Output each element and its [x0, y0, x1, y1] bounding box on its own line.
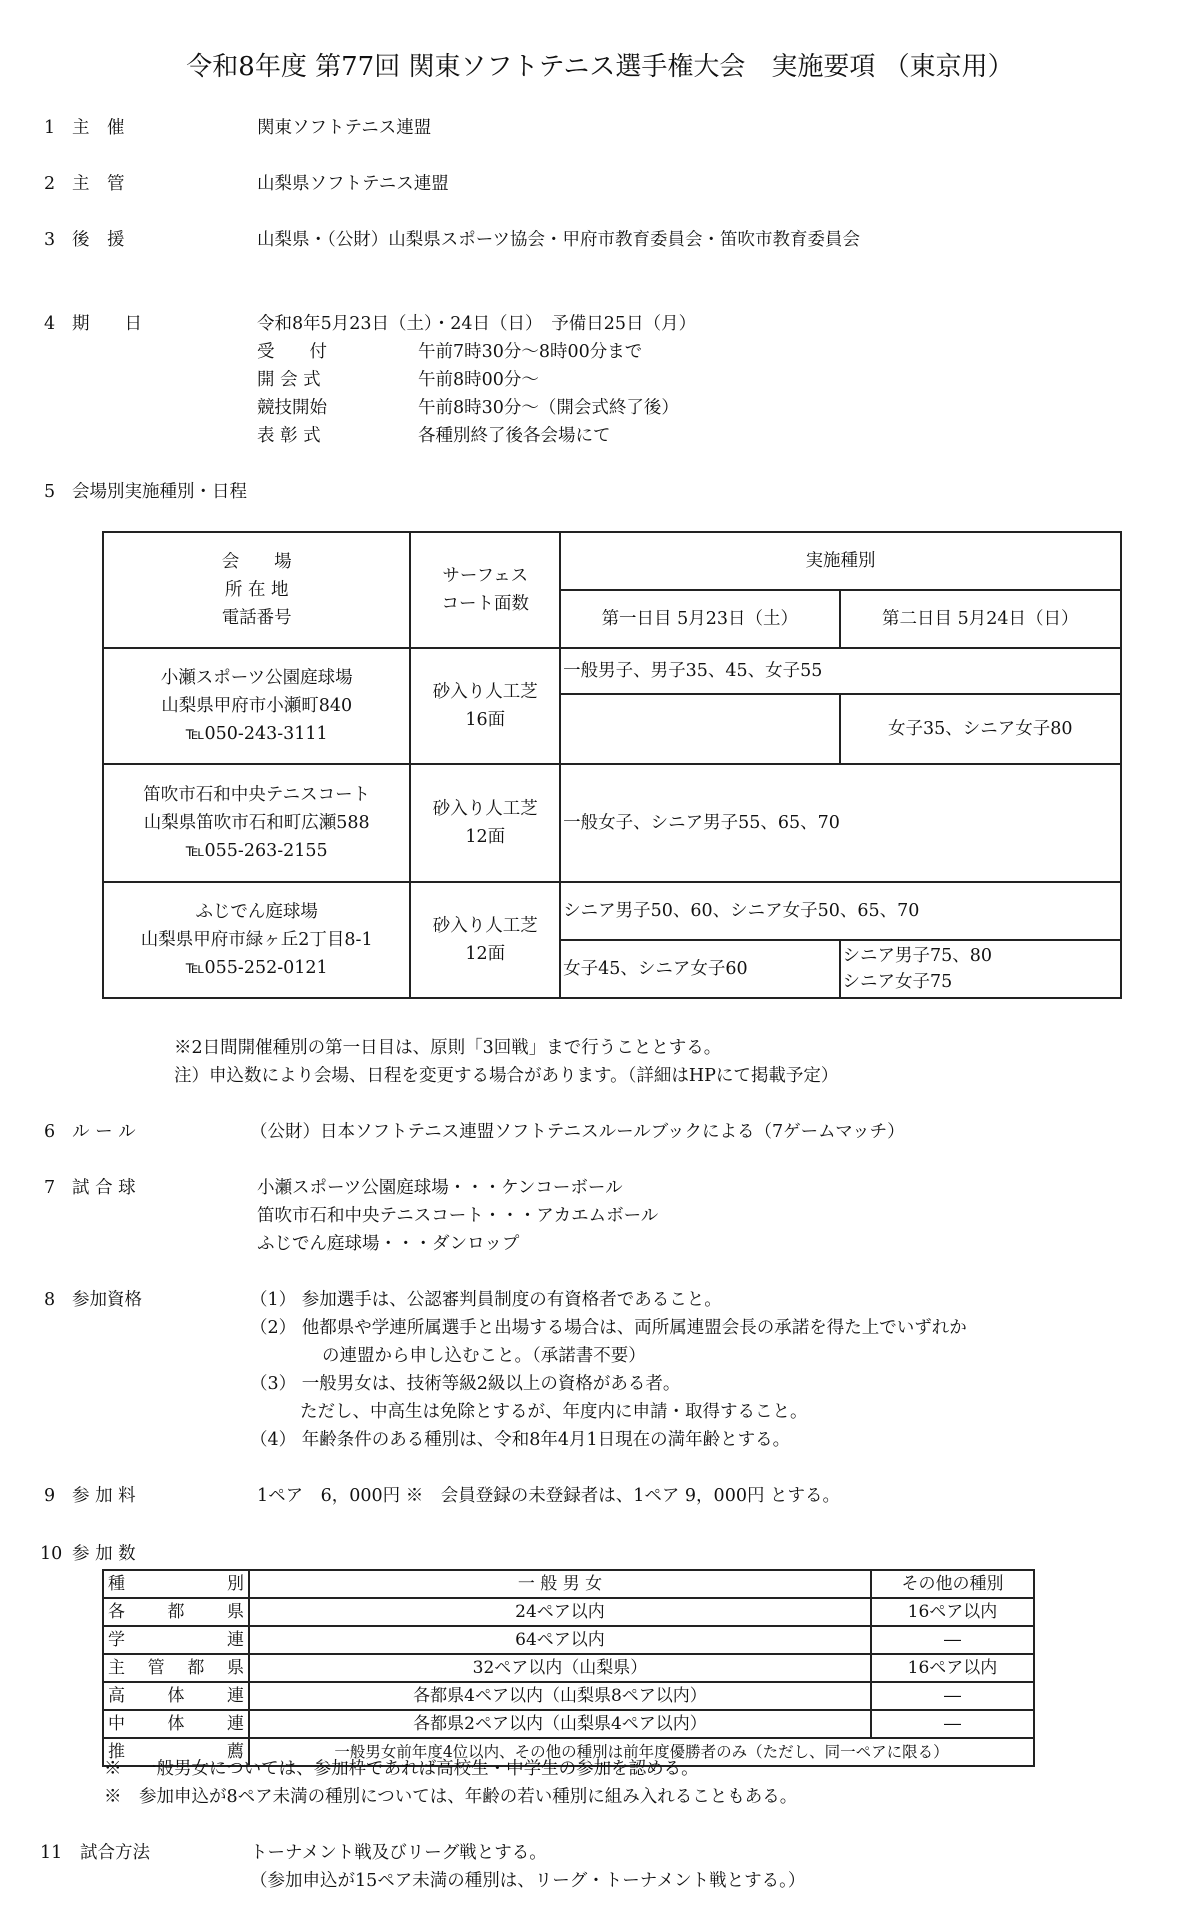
header-line: 所 在 地: [224, 580, 289, 600]
row-general: 64ペア以内: [249, 1626, 871, 1654]
events-day1: 女子45、シニア女子60: [560, 940, 839, 998]
venue-address: 山梨県甲府市緑ヶ丘2丁目8-1: [140, 930, 373, 950]
eligibility-item: の連盟から申し込むこと。（承諾書不要）: [322, 1346, 646, 1366]
schedule-value: 午前8時00分～: [418, 370, 539, 390]
venue-row: [103, 764, 1121, 882]
table-row: [103, 1710, 1034, 1738]
section-label: 会場別実施種別・日程: [72, 482, 247, 502]
venue-phone: ℡050-243-3111: [185, 724, 328, 744]
header-line: コート面数: [441, 594, 529, 614]
venue-row: [103, 648, 1121, 694]
events-both-days: 一般男子、男子35、45、女子55: [560, 648, 1121, 694]
table-row: [103, 1598, 1034, 1626]
schedule-label: 競技開始: [257, 398, 327, 418]
events-day1: [560, 694, 839, 764]
row-category: 中体連: [103, 1710, 249, 1738]
venue-schedule-table: [102, 531, 1122, 999]
court-count: 12面: [465, 944, 506, 964]
venue-phone: ℡055-263-2155: [185, 841, 328, 861]
header-day1: 第一日目 5月23日（土）: [560, 590, 839, 648]
eligibility-item: （2） 他都県や学連所属選手と出場する場合は、両所属連盟会長の承諾を得た上でいずれか: [250, 1318, 967, 1338]
row-category: 学連: [103, 1626, 249, 1654]
venue-info: [103, 882, 410, 998]
schedule-label: 受 付: [257, 342, 327, 362]
section-number: 11: [40, 1843, 63, 1863]
table-row: [103, 1654, 1034, 1682]
header-line: 電話番号: [221, 608, 292, 628]
venue-info: [103, 764, 410, 882]
section-label: 参 加 数: [72, 1544, 136, 1564]
section-number: 2: [44, 174, 56, 194]
row-other: ―: [871, 1682, 1034, 1710]
section-number: 4: [44, 314, 56, 334]
header-other: その他の種別: [871, 1570, 1034, 1598]
section-value: 山梨県ソフトテニス連盟: [257, 174, 449, 194]
schedule-label: 表 彰 式: [257, 426, 321, 446]
entries-note: ※ 一般男女については、参加枠であれば高校生・中学生の参加を認める。: [104, 1759, 699, 1779]
venue-name: 小瀬スポーツ公園庭球場: [160, 668, 353, 688]
venue-name: ふじでん庭球場: [195, 902, 318, 922]
venue-note: 注）申込数により会場、日程を変更する場合があります。（詳細はHPにて掲載予定）: [174, 1066, 839, 1086]
venue-surface: [410, 648, 560, 764]
format-line: トーナメント戦及びリーグ戦とする。: [250, 1843, 547, 1863]
section-label: 主 催: [72, 118, 125, 138]
entries-note: ※ 参加申込が8ペア未満の種別については、年齢の若い種別に組み入れることもある。: [104, 1787, 798, 1807]
section-value: （公財）日本ソフトテニス連盟ソフトテニスルールブックによる（7ゲームマッチ）: [250, 1122, 905, 1142]
section-number: 1: [44, 118, 56, 138]
event-date: 令和8年5月23日（土）・24日（日） 予備日25日（月）: [257, 314, 697, 334]
event-line: シニア男子75、80: [842, 946, 993, 966]
section-number: 5: [44, 482, 56, 502]
section-value: 関東ソフトテニス連盟: [257, 118, 432, 138]
page-title: 令和8年度 第77回 関東ソフトテニス選手権大会 実施要項 （東京用）: [186, 52, 1014, 82]
entries-table: [102, 1569, 1035, 1767]
schedule-label: 開 会 式: [257, 370, 321, 390]
row-category: 主管都県: [103, 1654, 249, 1682]
section-label: 主 管: [72, 174, 125, 194]
eligibility-item: （4） 年齢条件のある種別は、令和8年4月1日現在の満年齢とする。: [250, 1430, 791, 1450]
section-number: 7: [44, 1178, 56, 1198]
section-number: 8: [44, 1290, 56, 1310]
ball-item: 笛吹市石和中央テニスコート・・・アカエムボール: [257, 1206, 659, 1226]
venue-surface: [410, 764, 560, 882]
section-number: 10: [40, 1544, 63, 1564]
row-general: 24ペア以内: [249, 1598, 871, 1626]
court-count: 16面: [465, 710, 506, 730]
events-day2: 女子35、シニア女子80: [840, 694, 1121, 764]
eligibility-item: （3） 一般男女は、技術等級2級以上の資格がある者。: [250, 1374, 681, 1394]
venue-address: 山梨県甲府市小瀬町840: [161, 696, 353, 716]
format-line: （参加申込が15ペア未満の種別は、リーグ・トーナメント戦とする。）: [250, 1871, 806, 1891]
section-label: ル ー ル: [72, 1122, 136, 1142]
section-label: 参加資格: [72, 1290, 142, 1310]
section-label: 後 援: [72, 230, 125, 250]
venue-row: [103, 882, 1121, 940]
venue-phone: ℡055-252-0121: [185, 958, 328, 978]
eligibility-item: ただし、中高生は免除とするが、年度内に申請・取得すること。: [300, 1402, 808, 1422]
events-day2: [840, 940, 1121, 998]
event-line: シニア女子75: [842, 972, 953, 992]
surface-type: 砂入り人工芝: [432, 799, 538, 819]
section-label: 期 日: [72, 314, 142, 334]
header-events: 実施種別: [560, 532, 1121, 590]
row-category: 各都県: [103, 1598, 249, 1626]
venue-note: ※2日間開催種別の第一日目は、原則「3回戦」まで行うこととする。: [174, 1038, 722, 1058]
table-row: [103, 1626, 1034, 1654]
row-other: 16ペア以内: [871, 1654, 1034, 1682]
court-count: 12面: [465, 827, 506, 847]
row-other: 16ペア以内: [871, 1598, 1034, 1626]
eligibility-item: （1） 参加選手は、公認審判員制度の有資格者であること。: [250, 1290, 722, 1310]
header-category: 種 別: [103, 1570, 249, 1598]
venue-address: 山梨県笛吹市石和町広瀬588: [143, 813, 370, 833]
events-both-days: 一般女子、シニア男子55、65、70: [560, 764, 1121, 882]
row-general: 各都県2ペア以内（山梨県4ペア以内）: [249, 1710, 871, 1738]
section-number: 6: [44, 1122, 56, 1142]
row-other: ―: [871, 1710, 1034, 1738]
header-surface: [410, 532, 560, 648]
venue-info: [103, 648, 410, 764]
ball-item: 小瀬スポーツ公園庭球場・・・ケンコーボール: [257, 1178, 623, 1198]
section-label: 参 加 料: [72, 1486, 136, 1506]
header-line: サーフェス: [442, 566, 529, 586]
header-general: 一 般 男 女: [249, 1570, 871, 1598]
venue-surface: [410, 882, 560, 998]
ball-item: ふじでん庭球場・・・ダンロップ: [257, 1234, 520, 1254]
venue-name: 笛吹市石和中央テニスコート: [143, 785, 371, 805]
section-value: 1ペア 6，000円 ※ 会員登録の未登録者は、1ペア 9，000円 とする。: [257, 1486, 841, 1506]
surface-type: 砂入り人工芝: [432, 916, 538, 936]
section-number: 3: [44, 230, 56, 250]
header-day2: 第二日目 5月24日（日）: [840, 590, 1121, 648]
row-other: ―: [871, 1626, 1034, 1654]
row-general: 32ペア以内（山梨県）: [249, 1654, 871, 1682]
table-header-row: [103, 1570, 1034, 1598]
schedule-value: 各種別終了後各会場にて: [418, 426, 611, 446]
schedule-value: 午前8時30分～（開会式終了後）: [418, 398, 679, 418]
section-value: 山梨県・（公財）山梨県スポーツ協会・甲府市教育委員会・笛吹市教育委員会: [257, 230, 861, 250]
schedule-value: 午前7時30分～8時00分まで: [418, 342, 643, 362]
row-general: 一般男女前年度4位以内、その他の種別は前年度優勝者のみ（ただし、同一ペアに限る）: [249, 1738, 1034, 1766]
row-general: 各都県4ペア以内（山梨県8ペア以内）: [249, 1682, 871, 1710]
events-both-days: シニア男子50、60、シニア女子50、65、70: [560, 882, 1121, 940]
header-line: 会 場: [221, 552, 292, 572]
section-number: 9: [44, 1486, 56, 1506]
surface-type: 砂入り人工芝: [432, 682, 538, 702]
row-category: 推薦: [103, 1738, 249, 1766]
row-category: 高体連: [103, 1682, 249, 1710]
section-label: 試合方法: [80, 1843, 150, 1863]
table-row: [103, 1682, 1034, 1710]
header-venue: [103, 532, 410, 648]
section-label: 試 合 球: [72, 1178, 136, 1198]
